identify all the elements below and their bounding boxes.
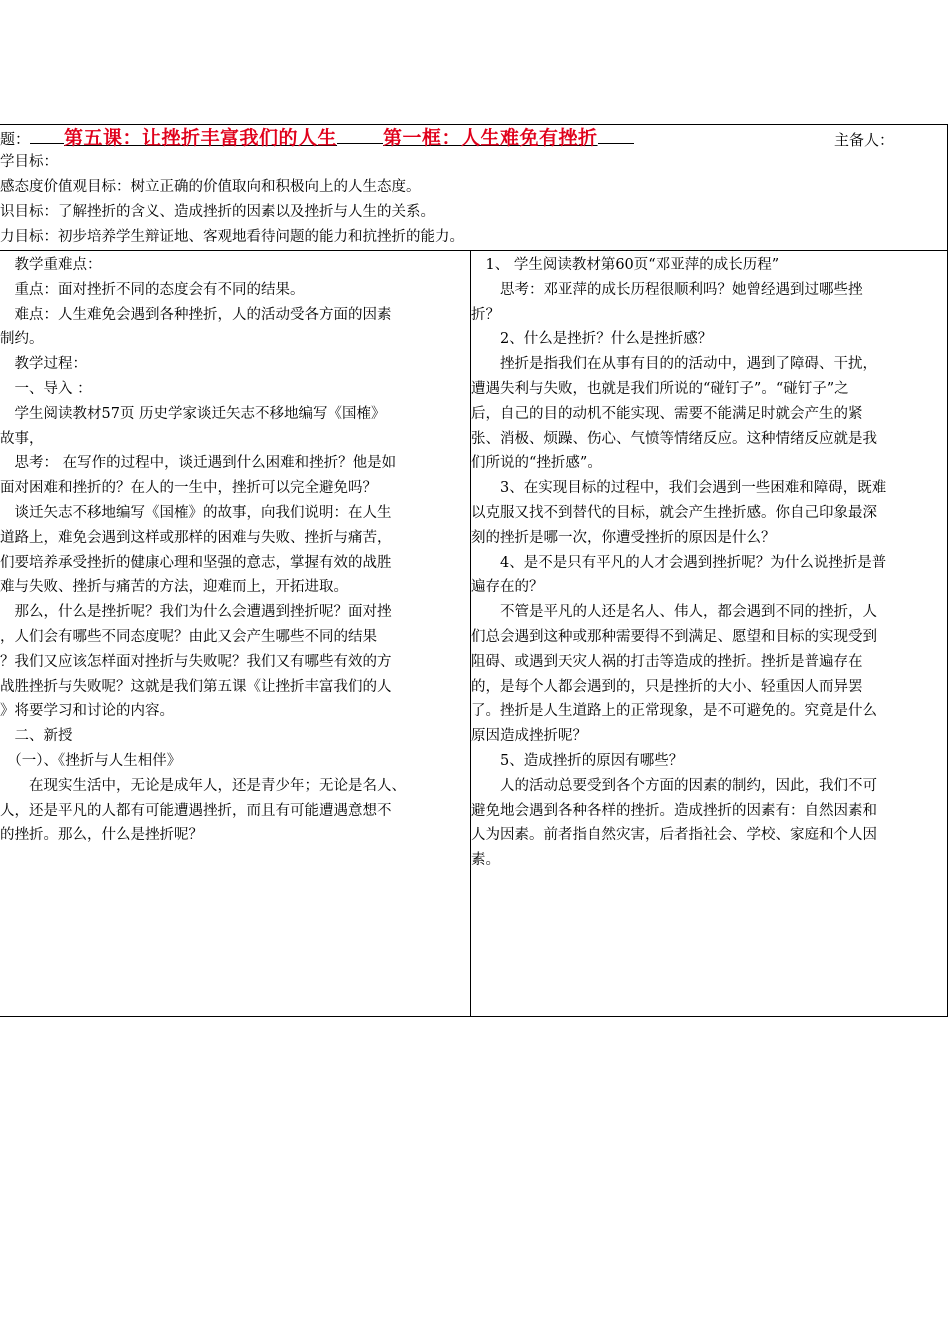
paragraph-line: 人的活动总要受到各个方面的因素的制约，因此，我们不可 — [471, 777, 877, 794]
paragraph-line: 道路上，难免会遇到这样或那样的困难与失败、挫折与痛苦， — [0, 529, 392, 546]
paragraph-line: 遭遇失利与失败，也就是我们所说的“碰钉子”。“碰钉子”之 — [471, 380, 849, 397]
paragraph-line: 4、是不是只有平凡的人才会遇到挫折呢？为什么说挫折是普 — [471, 554, 887, 571]
paragraph-line: 谈迁矢志不移地编写《国榷》的故事，向我们说明：在人生 — [0, 504, 392, 521]
paragraph-line: 们总会遇到这种或那种需要得不到满足、愿望和目标的实现受到 — [471, 628, 877, 645]
left-column — [0, 251, 471, 1016]
paragraph-line: 人为因素。前者指自然灾害，后者指社会、学校、家庭和个人因 — [471, 827, 877, 844]
paragraph-line: 们要培养承受挫折的健康心理和坚强的意志，掌握有效的战胜 — [0, 554, 392, 571]
right-column-text — [471, 253, 947, 873]
title-gap — [337, 127, 383, 144]
paragraph-line: 难点：人生难免会遇到各种挫折，人的活动受各方面的因素 — [0, 306, 392, 323]
paragraph-line: 故事， — [0, 430, 44, 447]
paragraph-line: ？我们又应该怎样面对挫折与失败呢？我们又有哪些有效的方 — [0, 653, 392, 670]
paragraph-line: 2、什么是挫折？什么是挫折感？ — [471, 331, 713, 348]
paragraph-line: 思考：邓亚萍的成长历程很顺利吗？她曾经遇到过哪些挫 — [471, 281, 863, 298]
title-line — [0, 127, 634, 150]
paragraph-line: 以克服又找不到替代的目标，就会产生挫折感。你自己印象最深 — [471, 504, 877, 521]
paragraph-line: （一）、《挫折与人生相伴》 — [0, 752, 182, 769]
paragraph-line: 遍存在的？ — [471, 579, 544, 596]
plan-header — [0, 125, 947, 251]
paragraph-line: 重点：面对挫折不同的态度会有不同的结果。 — [0, 281, 305, 298]
lesson-title: 第五课：让挫折丰富我们的人生 — [64, 127, 338, 149]
paragraph-line: 制约。 — [0, 331, 44, 348]
paragraph-line: ，人们会有哪些不同态度呢？由此又会产生哪些不同的结果 — [0, 628, 377, 645]
paragraph-line: 张、消极、烦躁、伤心、气愤等情绪反应。这种情绪反应就是我 — [471, 430, 877, 447]
right-column — [471, 251, 947, 1016]
paragraph-line: 教学重难点： — [0, 257, 102, 273]
lesson-plan-table — [0, 124, 948, 1017]
left-column-text — [0, 253, 468, 848]
paragraph-line: 思考： 在写作的过程中，谈迁遇到什么困难和挫折？他是如 — [0, 455, 397, 472]
paragraph-line: 二、新授 — [0, 728, 73, 745]
paragraph-line: 后，自己的目的动机不能实现、需要不能满足时就会产生的紧 — [471, 405, 863, 422]
paragraph-line: 3、在实现目标的过程中，我们会遇到一些困难和障碍，既难 — [471, 480, 887, 497]
title-blank — [30, 127, 64, 144]
paragraph-line: 刻的挫折是哪一次，你遭受挫折的原因是什么？ — [471, 529, 776, 546]
paragraph-line: 了。挫折是人生道路上的正常现象，是不可避免的。究竟是什么 — [471, 703, 877, 720]
preparer-label: 主备人： — [834, 131, 895, 149]
objectives-label: 学目标： — [0, 154, 58, 170]
paragraph-line: 教学过程： — [0, 356, 87, 373]
knowledge-goal: 识目标：了解挫折的含义、造成挫折的因素以及挫折与人生的关系。 — [0, 204, 435, 220]
paragraph-line: 们所说的“挫折感”。 — [471, 455, 602, 472]
paragraph-line: 面对困难和挫折的？在人的一生中，挫折可以完全避免吗？ — [0, 480, 377, 497]
title-label: 题： — [0, 130, 31, 148]
paragraph-line: 的，是每个人都会遇到的，只是挫折的大小、轻重因人而异罢 — [471, 678, 863, 695]
paragraph-line: 1、 学生阅读教材第60页“邓亚萍的成长历程” — [471, 257, 780, 273]
paragraph-line: 折？ — [471, 306, 500, 323]
paragraph-line: 避免地会遇到各种各样的挫折。造成挫折的因素有：自然因素和 — [471, 802, 877, 819]
paragraph-line: 战胜挫折与失败呢？这就是我们第五课《让挫折丰富我们的人 — [0, 678, 392, 695]
paragraph-line: 原因造成挫折呢？ — [471, 728, 587, 745]
paragraph-line: 的挫折。那么，什么是挫折呢？ — [0, 827, 203, 844]
paragraph-line: 不管是平凡的人还是名人、伟人，都会遇到不同的挫折，人 — [471, 604, 877, 621]
paragraph-line: 学生阅读教材57页 历史学家谈迁矢志不移地编写《国榷》 — [0, 405, 386, 422]
paragraph-line: 阻碍、或遇到天灾人祸的打击等造成的挫折。挫折是普遍存在 — [471, 653, 863, 670]
emotion-goal: 感态度价值观目标：树立正确的价值取向和积极向上的人生态度。 — [0, 179, 421, 195]
title-tail-blank — [598, 127, 634, 144]
paragraph-line: 5、造成挫折的原因有哪些？ — [471, 752, 684, 769]
ability-goal: 力目标：初步培养学生辩证地、客观地看待问题的能力和抗挫折的能力。 — [0, 229, 464, 245]
paragraph-line: 挫折是指我们在从事有目的的活动中，遇到了障碍、干扰， — [471, 356, 877, 373]
paragraph-line: 人，还是平凡的人都有可能遭遇挫折，而且有可能遭遇意想不 — [0, 802, 392, 819]
paragraph-line: 那么，什么是挫折呢？我们为什么会遭遇到挫折呢？面对挫 — [0, 604, 392, 621]
paragraph-line: 在现实生活中，无论是成年人，还是青少年；无论是名人、 — [0, 777, 406, 794]
paragraph-line: 素。 — [471, 852, 500, 869]
paragraph-line: 一、导入 ： — [0, 380, 92, 397]
paragraph-line: 》将要学习和讨论的内容。 — [0, 703, 174, 720]
paragraph-line: 难与失败、挫折与痛苦的方法，迎难而上，开拓进取。 — [0, 579, 348, 596]
frame-title: 第一框：人生难免有挫折 — [383, 127, 598, 149]
